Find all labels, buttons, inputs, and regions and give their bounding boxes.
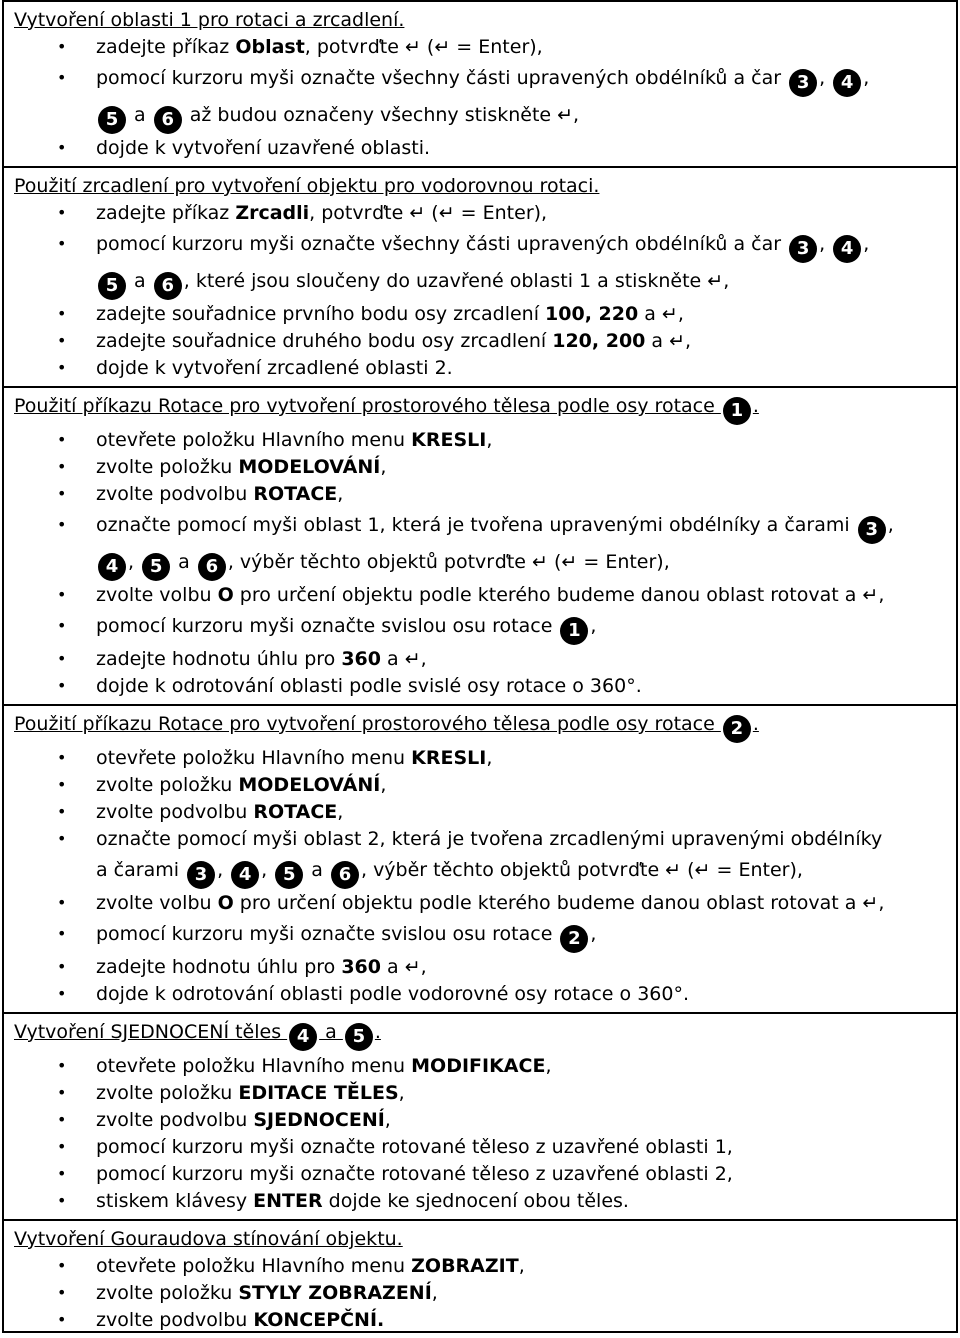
text-run: zvolte položku xyxy=(96,1282,239,1304)
bold-term: O xyxy=(217,584,234,606)
text-run: označte pomocí myši oblast 1, která je tvořena upravenými obdélníky a čarami xyxy=(96,514,856,536)
step-item xyxy=(4,1107,956,1133)
text-run: . xyxy=(374,1021,381,1043)
bold-term: Zrcadli xyxy=(235,202,310,224)
bold-term: SJEDNOCENÍ xyxy=(253,1109,385,1131)
section-heading xyxy=(14,712,956,743)
text-run: dojde k odrotování oblasti podle vodorovné osy rotace o 360°. xyxy=(96,983,689,1005)
number-circle-icon: 4 xyxy=(833,69,861,97)
number-circle-icon: 2 xyxy=(723,715,751,743)
step-list xyxy=(4,1253,956,1333)
step-item xyxy=(4,200,956,226)
number-circle-icon: 5 xyxy=(345,1023,373,1051)
text-run: , xyxy=(545,1055,552,1077)
text-run: označte pomocí myši oblast 2, která je tvořena zrcadlenými upravenými obdélníky xyxy=(96,828,883,850)
bold-term: MODIFIKACE xyxy=(411,1055,546,1077)
step-item xyxy=(4,454,956,480)
text-run: Použití příkazu Rotace pro vytvoření prostorového tělesa podle osy rotace xyxy=(14,713,721,735)
number-circle-icon: 6 xyxy=(154,106,182,134)
section-heading: Vytvoření oblasti 1 pro rotaci a zrcadlení. xyxy=(14,9,405,31)
text-run: zvolte položku xyxy=(96,774,239,796)
bold-term: 360 xyxy=(341,648,381,670)
text-run: , xyxy=(863,233,870,255)
bold-term: EDITACE TĚLES xyxy=(238,1082,399,1104)
bold-term: MODELOVÁNÍ xyxy=(238,774,381,796)
step-item xyxy=(4,1161,956,1187)
number-circle-icon: 5 xyxy=(98,272,126,300)
text-run: pro určení objektu podle kterého budeme danou oblast rotovat a ↵, xyxy=(233,584,885,606)
text-run: pomocí kurzoru myši označte všechny části upravených obdélníků a čar xyxy=(96,233,788,255)
text-run: Použití příkazu Rotace pro vytvoření prostorového tělesa podle osy rotace xyxy=(14,395,721,417)
step-item xyxy=(4,1307,956,1333)
text-run: , které jsou sloučeny do uzavřené oblasti 1 a stiskněte ↵, xyxy=(183,270,730,292)
text-run: , výběr těchto objektů potvrďte ↵ (↵ = Enter), xyxy=(360,859,803,881)
section-heading xyxy=(14,394,956,425)
number-circle-icon: 5 xyxy=(98,106,126,134)
text-run: dojde k vytvoření uzavřené oblasti. xyxy=(96,137,431,159)
step-item xyxy=(4,853,956,889)
bold-term: ROTACE xyxy=(253,483,338,505)
step-item xyxy=(4,1253,956,1279)
text-run: pro určení objektu podle kterého budeme danou oblast rotovat a ↵, xyxy=(233,892,885,914)
section-heading: Použití zrcadlení pro vytvoření objektu pro vodorovnou rotaci. xyxy=(14,175,600,197)
step-item xyxy=(4,981,956,1007)
step-item xyxy=(4,772,956,798)
text-run: , xyxy=(590,923,597,945)
text-run: zvolte volbu xyxy=(96,892,218,914)
text-run: zadejte příkaz xyxy=(96,36,236,58)
text-run: zvolte položku xyxy=(96,456,239,478)
instruction-section xyxy=(4,706,956,1014)
instruction-section xyxy=(4,388,956,706)
step-item xyxy=(4,917,956,953)
step-item xyxy=(4,890,956,916)
text-run: . xyxy=(752,713,759,735)
text-run: a ↵, xyxy=(638,303,684,325)
step-item xyxy=(4,301,956,327)
step-item xyxy=(4,954,956,980)
number-circle-icon: 4 xyxy=(833,235,861,263)
text-run: a xyxy=(128,270,152,292)
step-list xyxy=(4,200,956,381)
text-run: a ↵, xyxy=(645,330,692,352)
text-run: , xyxy=(398,1082,405,1104)
text-run: zvolte podvolbu xyxy=(96,483,254,505)
number-circle-icon: 1 xyxy=(723,397,751,425)
bold-term: KRESLI xyxy=(411,747,487,769)
bold-term: 100, 220 xyxy=(545,303,639,325)
number-circle-icon: 6 xyxy=(198,553,226,581)
text-run: pomocí kurzoru myši označte všechny části upravených obdélníků a čar xyxy=(96,67,788,89)
step-item xyxy=(4,135,956,161)
text-run: , potvrďte ↵ (↵ = Enter), xyxy=(304,36,543,58)
text-run: , xyxy=(819,67,832,89)
step-item xyxy=(4,508,956,544)
number-circle-icon: 3 xyxy=(858,516,886,544)
text-run: , potvrďte ↵ (↵ = Enter), xyxy=(309,202,548,224)
text-run: , xyxy=(431,1282,438,1304)
text-run: pomocí kurzoru myši označte rotované těleso z uzavřené oblasti 2, xyxy=(96,1163,733,1185)
text-run: dojde ke sjednocení obou těles. xyxy=(322,1190,629,1212)
text-run: , xyxy=(486,429,493,451)
bold-term: 120, 200 xyxy=(552,330,646,352)
step-item xyxy=(4,582,956,608)
bold-term: Oblast xyxy=(235,36,305,58)
step-list xyxy=(4,1053,956,1214)
step-item xyxy=(4,328,956,354)
step-item xyxy=(4,799,956,825)
text-run: a čarami xyxy=(96,859,186,881)
instruction-section xyxy=(4,1014,956,1221)
text-run: otevřete položku Hlavního menu xyxy=(96,747,412,769)
section-heading xyxy=(14,1020,956,1051)
text-run: pomocí kurzoru myši označte svislou osu rotace xyxy=(96,615,559,637)
text-run: zadejte hodnotu úhlu pro xyxy=(96,648,342,670)
text-run: , xyxy=(819,233,832,255)
bold-term: STYLY ZOBRAZENÍ xyxy=(238,1282,432,1304)
text-run: zvolte podvolbu xyxy=(96,1309,254,1331)
number-circle-icon: 6 xyxy=(154,272,182,300)
text-run: zadejte příkaz xyxy=(96,202,236,224)
instruction-section xyxy=(4,1221,956,1338)
text-run: a ↵, xyxy=(380,648,427,670)
step-item xyxy=(4,61,956,97)
text-run: dojde k odrotování oblasti podle svislé osy rotace o 360°. xyxy=(96,675,642,697)
text-run: , xyxy=(337,483,344,505)
text-run: , xyxy=(518,1255,525,1277)
text-run: , xyxy=(590,615,597,637)
bold-term: KRESLI xyxy=(411,429,487,451)
step-item xyxy=(4,98,956,134)
instruction-section xyxy=(4,2,956,168)
step-item xyxy=(4,826,956,852)
text-run: stiskem klávesy xyxy=(96,1190,254,1212)
step-item xyxy=(4,745,956,771)
bold-term: O xyxy=(217,892,234,914)
number-circle-icon: 5 xyxy=(275,861,303,889)
section-heading: Vytvoření Gouraudova stínování objektu. xyxy=(14,1228,403,1250)
text-run: a xyxy=(319,1021,343,1043)
number-circle-icon: 4 xyxy=(98,553,126,581)
text-run: , xyxy=(863,67,870,89)
text-run: otevřete položku Hlavního menu xyxy=(96,1055,412,1077)
text-run: , xyxy=(887,514,894,536)
bold-term: ZOBRAZIT xyxy=(411,1255,519,1277)
text-run: , výběr těchto objektů potvrďte ↵ (↵ = Enter), xyxy=(227,551,670,573)
text-run: zvolte volbu xyxy=(96,584,218,606)
step-item xyxy=(4,1080,956,1106)
text-run: , xyxy=(337,801,344,823)
bold-term: KONCEPČNÍ. xyxy=(253,1309,385,1331)
text-run: pomocí kurzoru myši označte svislou osu rotace xyxy=(96,923,559,945)
step-item xyxy=(4,34,956,60)
bold-term: ROTACE xyxy=(253,801,338,823)
step-item xyxy=(4,609,956,645)
number-circle-icon: 5 xyxy=(142,553,170,581)
step-item xyxy=(4,264,956,300)
text-run: , xyxy=(380,774,387,796)
text-run: dojde k vytvoření zrcadlené oblasti 2. xyxy=(96,357,453,379)
number-circle-icon: 4 xyxy=(231,861,259,889)
step-item xyxy=(4,545,956,581)
text-run: a xyxy=(128,104,152,126)
step-item xyxy=(4,1134,956,1160)
bold-term: 360 xyxy=(341,956,381,978)
text-run: pomocí kurzoru myši označte rotované těleso z uzavřené oblasti 1, xyxy=(96,1136,733,1158)
number-circle-icon: 6 xyxy=(331,861,359,889)
text-run: zadejte souřadnice prvního bodu osy zrcadlení xyxy=(96,303,546,325)
text-run: a xyxy=(172,551,196,573)
bold-term: MODELOVÁNÍ xyxy=(238,456,381,478)
text-run: zadejte souřadnice druhého bodu osy zrcadlení xyxy=(96,330,553,352)
text-run: , xyxy=(486,747,493,769)
number-circle-icon: 3 xyxy=(789,235,817,263)
text-run: zvolte položku xyxy=(96,1082,239,1104)
step-item xyxy=(4,355,956,381)
step-item xyxy=(4,1053,956,1079)
step-list xyxy=(4,745,956,1007)
number-circle-icon: 3 xyxy=(789,69,817,97)
step-item xyxy=(4,427,956,453)
text-run: , xyxy=(384,1109,391,1131)
step-item xyxy=(4,481,956,507)
text-run: až budou označeny všechny stiskněte ↵, xyxy=(183,104,580,126)
bold-term: ENTER xyxy=(253,1190,323,1212)
step-item xyxy=(4,1280,956,1306)
text-run: , xyxy=(380,456,387,478)
text-run: otevřete položku Hlavního menu xyxy=(96,429,412,451)
step-item xyxy=(4,227,956,263)
text-run: a xyxy=(305,859,329,881)
step-item xyxy=(4,1188,956,1214)
step-list xyxy=(4,427,956,699)
number-circle-icon: 4 xyxy=(289,1023,317,1051)
text-run: . xyxy=(752,395,759,417)
text-run: , xyxy=(217,859,230,881)
step-item xyxy=(4,673,956,699)
text-run: zvolte podvolbu xyxy=(96,801,254,823)
step-list xyxy=(4,34,956,161)
document xyxy=(2,0,958,1333)
text-run: a ↵, xyxy=(380,956,427,978)
number-circle-icon: 3 xyxy=(187,861,215,889)
number-circle-icon: 1 xyxy=(560,617,588,645)
number-circle-icon: 2 xyxy=(560,925,588,953)
text-run: zadejte hodnotu úhlu pro xyxy=(96,956,342,978)
text-run: zvolte podvolbu xyxy=(96,1109,254,1131)
text-run: otevřete položku Hlavního menu xyxy=(96,1255,412,1277)
step-item xyxy=(4,646,956,672)
text-run: Vytvoření SJEDNOCENÍ těles xyxy=(14,1021,288,1043)
text-run: , xyxy=(261,859,274,881)
instruction-section xyxy=(4,168,956,388)
text-run: , xyxy=(128,551,141,573)
